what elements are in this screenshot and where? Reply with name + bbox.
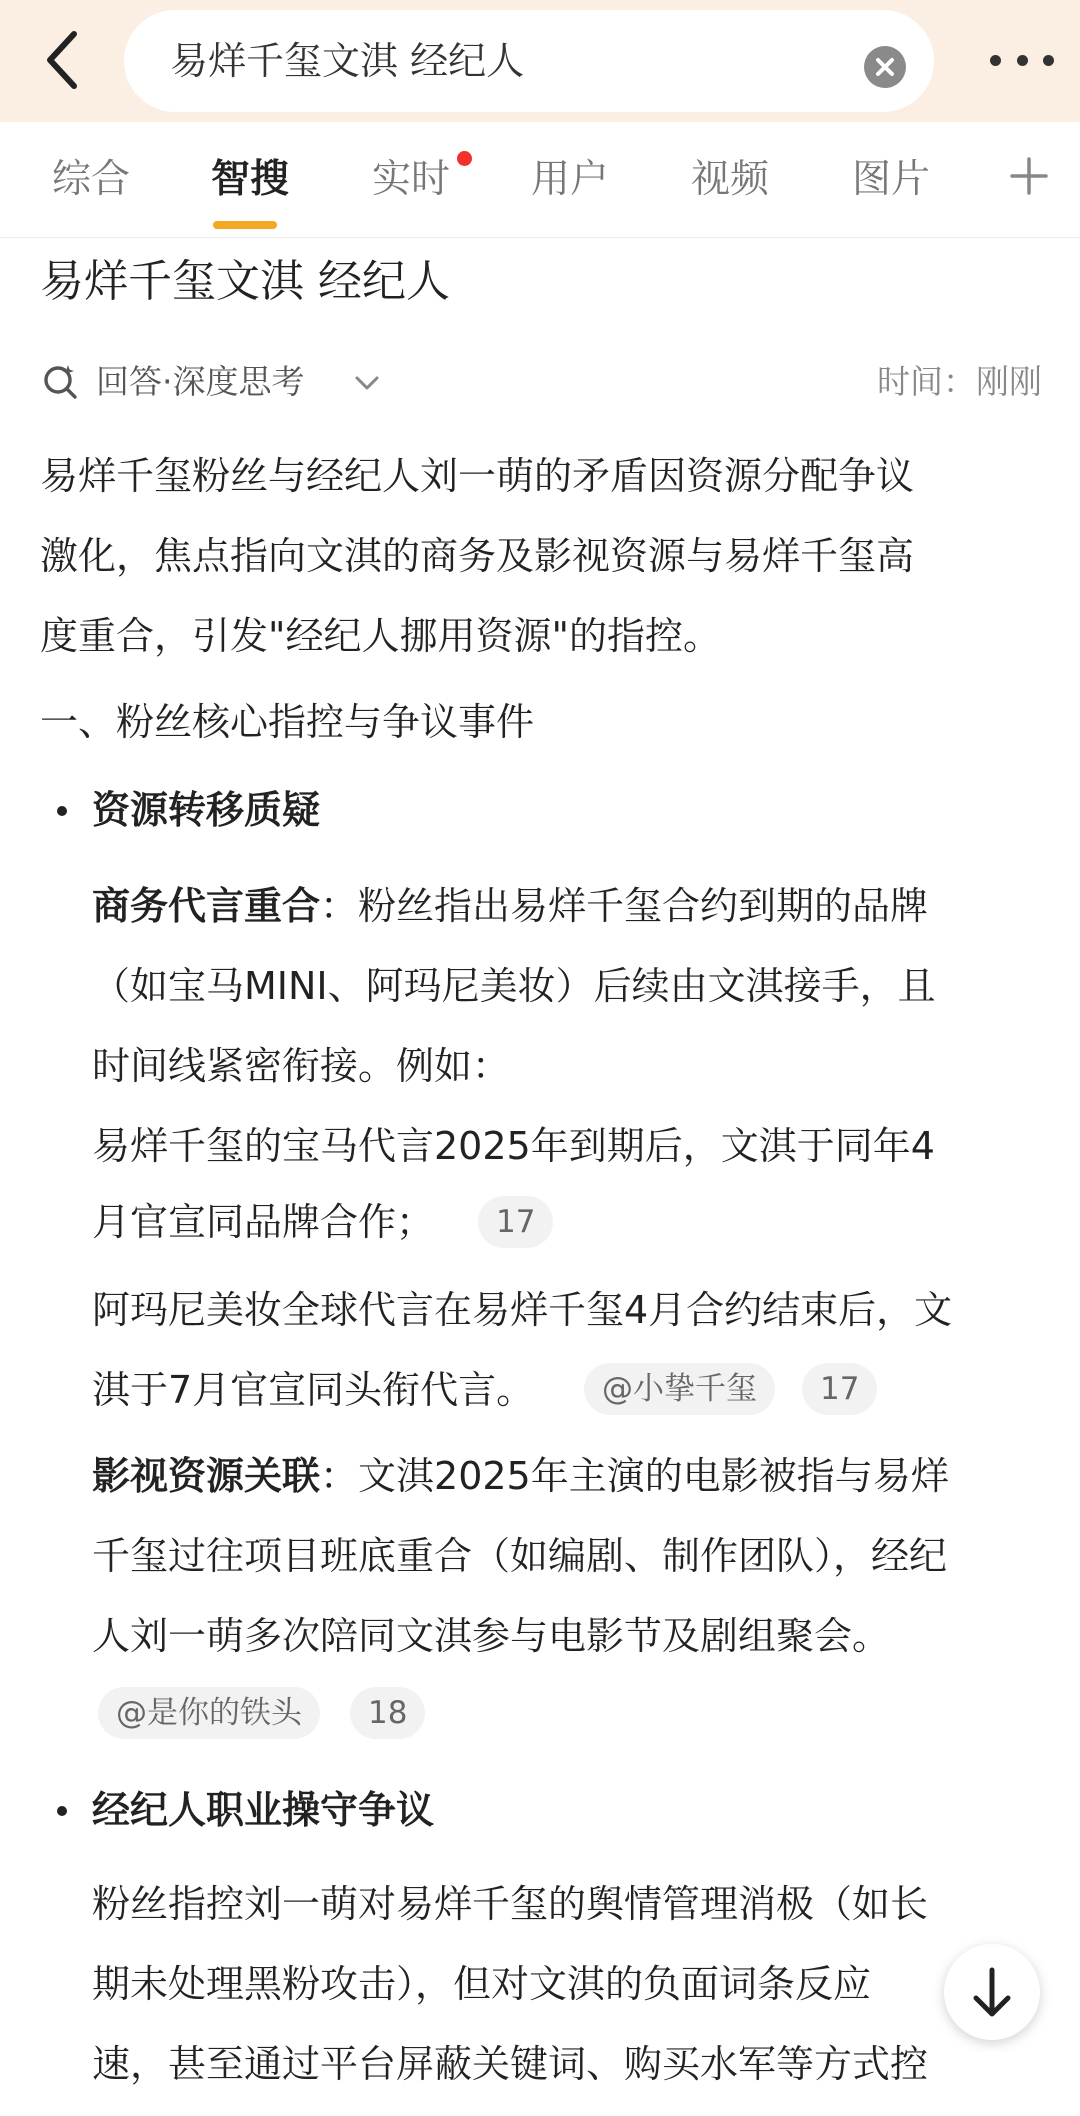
commercial-line — [92, 866, 928, 946]
example-line: 易烊千玺的宝马代言2025年到期后，文淇于同年4 — [92, 1124, 935, 1168]
more-icon[interactable] — [990, 42, 1054, 78]
intro-line: 易烊千玺粉丝与经纪人刘一萌的矛盾因资源分配争议 — [40, 454, 915, 498]
reference-count-chip[interactable]: 17 — [802, 1363, 877, 1415]
example-line: 淇于7月官宣同头衔代言。 — [92, 1368, 535, 1412]
search-input[interactable] — [124, 10, 934, 112]
film-line — [92, 1436, 949, 1516]
tab-realtime[interactable]: 实时 — [372, 157, 451, 202]
film-line: 千玺过往项目班底重合（如编剧、制作团队），经纪 — [92, 1534, 948, 1578]
ethics-line: 粉丝指控刘一萌对易烊千玺的舆情管理消极（如长 — [92, 1882, 929, 1926]
reference-count-chip[interactable]: 17 — [478, 1196, 553, 1248]
scroll-down-button[interactable] — [944, 1944, 1040, 2040]
commercial-line: 时间线紧密衔接。例如： — [92, 1044, 511, 1088]
back-icon[interactable] — [36, 24, 92, 96]
answer-meta — [40, 356, 1042, 412]
film-line: 人刘一萌多次陪同文淇参与电影节及剧组聚会。 — [92, 1614, 891, 1658]
tab-videos[interactable]: 视频 — [691, 157, 770, 202]
example-line: 阿玛尼美妆全球代言在易烊千玺4月合约结束后，文 — [92, 1288, 953, 1332]
tab-smart-search[interactable]: 智搜 — [211, 157, 290, 202]
section-heading: 一、粉丝核心指控与争议事件 — [40, 700, 535, 744]
ethics-line: 期未处理黑粉攻击），但对文淇的负面词条反应 — [92, 1962, 872, 2006]
bullet-title: 经纪人职业操守争议 — [92, 1788, 435, 1832]
query-title: 易烊千玺文淇 经纪人 — [40, 256, 450, 307]
bullet-title: 资源转移质疑 — [92, 788, 321, 832]
tab-comprehensive[interactable]: 综合 — [52, 157, 131, 202]
commercial-line: （如宝马MINI、阿玛尼美妆）后续由文淇接手，且 — [92, 964, 936, 1008]
commercial-label: 商务代言重合 — [92, 884, 321, 928]
film-label: 影视资源关联 — [92, 1454, 321, 1498]
chevron-down-icon[interactable] — [350, 366, 384, 400]
source-chip[interactable]: @小挚千玺 — [584, 1363, 775, 1415]
search-header — [0, 0, 1080, 122]
active-tab-indicator — [213, 221, 277, 229]
film-text: ：文淇2025年主演的电影被指与易烊 — [320, 1454, 949, 1498]
answer-mode-label[interactable]: 回答·深度思考 — [96, 362, 305, 401]
ethics-line: 速，甚至通过平台屏蔽关键词、购买水军等方式控 — [92, 2042, 929, 2086]
ai-search-icon — [40, 362, 80, 402]
reference-count-chip[interactable]: 18 — [350, 1687, 425, 1739]
intro-line: 度重合，引发"经纪人挪用资源"的指控。 — [40, 614, 721, 658]
answer-time: 时间：刚刚 — [877, 362, 1042, 401]
bullet-dot — [57, 1806, 67, 1816]
clear-icon[interactable] — [864, 46, 906, 88]
tab-users[interactable]: 用户 — [531, 157, 610, 202]
search-query-text: 易烊千玺文淇 经纪人 — [170, 39, 525, 83]
plus-icon[interactable] — [1008, 155, 1050, 197]
tab-images[interactable]: 图片 — [852, 157, 931, 202]
source-chip[interactable]: @是你的铁头 — [98, 1687, 320, 1739]
example-line: 月官宣同品牌合作； — [92, 1200, 435, 1244]
realtime-red-dot — [457, 151, 472, 166]
bullet-dot — [57, 806, 67, 816]
intro-line: 激化，焦点指向文淇的商务及影视资源与易烊千玺高 — [40, 534, 915, 578]
search-tabs — [0, 122, 1080, 238]
commercial-text: ：粉丝指出易烊千玺合约到期的品牌 — [320, 884, 929, 928]
arrow-down-icon — [944, 1944, 1040, 2040]
